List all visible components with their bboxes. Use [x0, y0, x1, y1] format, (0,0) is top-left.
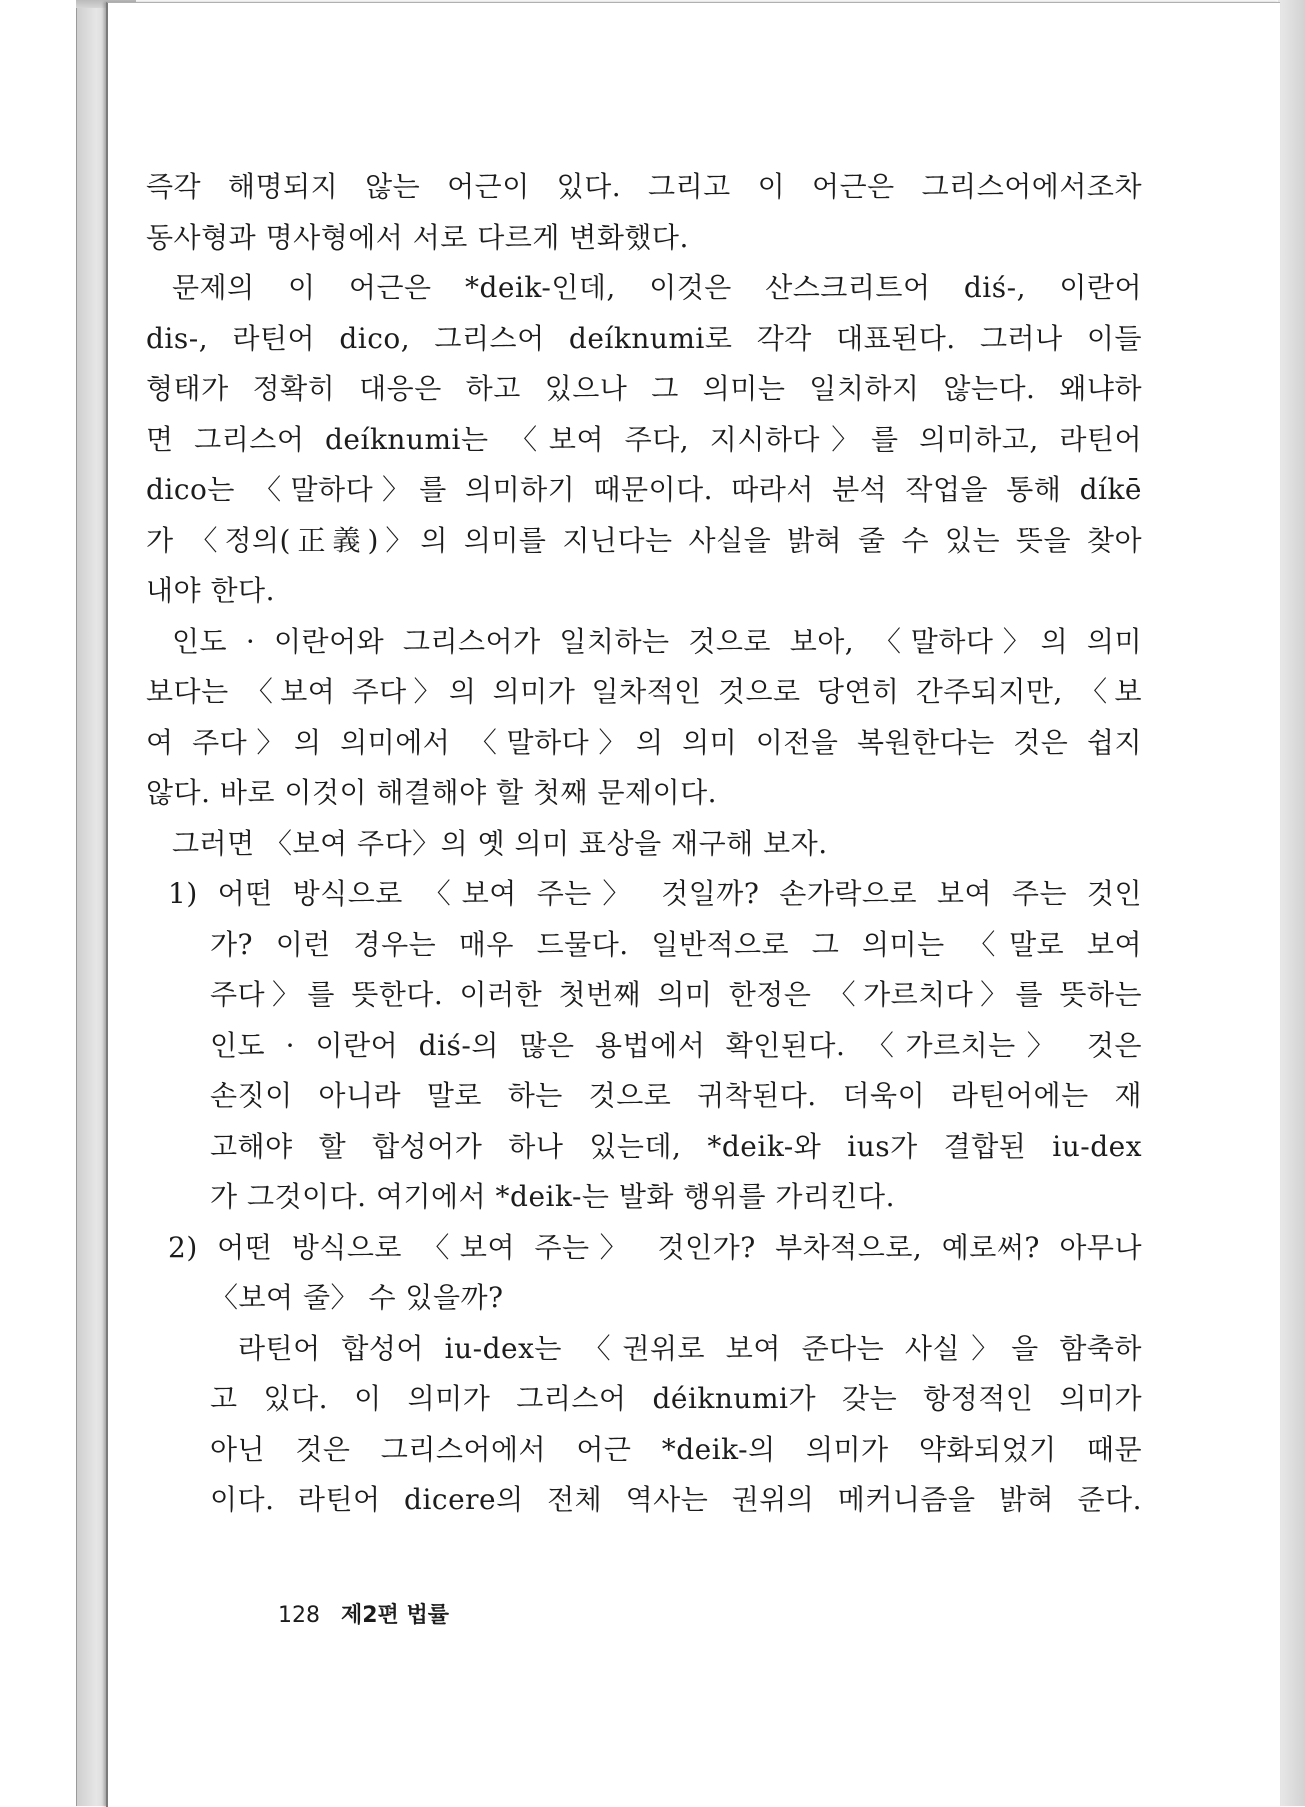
list-item-line: 가? 이런 경우는 매우 드물다. 일반적으로 그 의미는 〈말로 보여 — [210, 927, 1142, 961]
text-line: 내야 한다. — [146, 574, 275, 607]
list-item-line: 고해야 할 합성어가 하나 있는데, *deik-와 ius가 결합된 iu-dex — [210, 1129, 1142, 1163]
book-spine — [76, 8, 109, 1806]
list-item-line: 고 있다. 이 의미가 그리스어 déiknumi가 갖는 항정적인 의미가 — [210, 1382, 1142, 1415]
list-item-line: 2) 어떤 방식으로 〈보여 주는〉 것인가? 부차적으로, 예로써? 아무나 — [168, 1230, 1142, 1264]
page-number: 128 — [278, 1603, 320, 1628]
text-line: 않다. 바로 이것이 해결해야 할 첫째 문제이다. — [146, 776, 718, 809]
list-item-line: 라틴어 합성어 iu-dex는 〈권위로 보여 준다는 사실〉을 함축하 — [238, 1331, 1142, 1365]
list-item-line: 주다〉를 뜻한다. 이러한 첫번째 의미 한정은 〈가르치다〉를 뜻하는 — [210, 978, 1143, 1011]
list-item-line: 1) 어떤 방식으로 〈보여 주는〉 것일까? 손가락으로 보여 주는 것인 — [168, 877, 1142, 910]
list-item-line: 인도 · 이란어 diś-의 많은 용법에서 확인된다. 〈가르치는〉 것은 — [210, 1028, 1142, 1062]
text-line: 면 그리스어 deíknumi는 〈보여 주다, 지시하다〉를 의미하고, 라틴어 — [146, 422, 1142, 456]
page-right-edge — [1278, 0, 1305, 1806]
text-line: dico는 〈말하다〉를 의미하기 때문이다. 따라서 분석 작업을 통해 díkē — [146, 473, 1142, 506]
text-line: 보다는 〈보여 주다〉의 의미가 일차적인 것으로 당연히 간주되지만, 〈보 — [146, 675, 1142, 708]
list-item-line: 이다. 라틴어 dicere의 전체 역사는 권위의 메커니즘을 밝혀 준다. — [210, 1483, 1142, 1516]
text-line: 형태가 정확히 대응은 하고 있으나 그 의미는 일치하지 않는다. 왜냐하 — [146, 372, 1142, 405]
text-line: 인도 · 이란어와 그리스어가 일치하는 것으로 보아, 〈말하다〉의 의미 — [172, 624, 1142, 658]
page-body-text — [146, 162, 1142, 1526]
text-line: 가 〈정의(正義)〉의 의미를 지닌다는 사실을 밝혀 줄 수 있는 뜻을 찾아 — [146, 523, 1142, 557]
list-item-line: 아닌 것은 그리스어에서 어근 *deik-의 의미가 약화되었기 때문 — [210, 1432, 1142, 1466]
page-footer — [278, 1598, 449, 1629]
section-title: 제2편 법률 — [341, 1603, 449, 1628]
text-line: 즉각 해명되지 않는 어근이 있다. 그리고 이 어근은 그리스어에서조차 — [146, 170, 1142, 203]
text-line: 그러면 〈보여 주다〉의 옛 의미 표상을 재구해 보자. — [172, 826, 828, 860]
text-line: 문제의 이 어근은 *deik-인데, 이것은 산스크리트어 diś-, 이란어 — [172, 271, 1142, 304]
text-line: dis-, 라틴어 dico, 그리스어 deíknumi로 각각 대표된다. 그러나 이들 — [146, 321, 1142, 355]
text-line: 여 주다〉의 의미에서 〈말하다〉의 의미 이전을 복원한다는 것은 쉽지 — [146, 725, 1142, 759]
list-item-line: 손짓이 아니라 말로 하는 것으로 귀착된다. 더욱이 라틴어에는 재 — [210, 1079, 1142, 1112]
list-item-line: 〈보여 줄〉 수 있을까? — [210, 1281, 504, 1314]
list-item-line: 가 그것이다. 여기에서 *deik-는 발화 행위를 가리킨다. — [210, 1180, 896, 1213]
text-line: 동사형과 명사형에서 서로 다르게 변화했다. — [146, 220, 689, 254]
